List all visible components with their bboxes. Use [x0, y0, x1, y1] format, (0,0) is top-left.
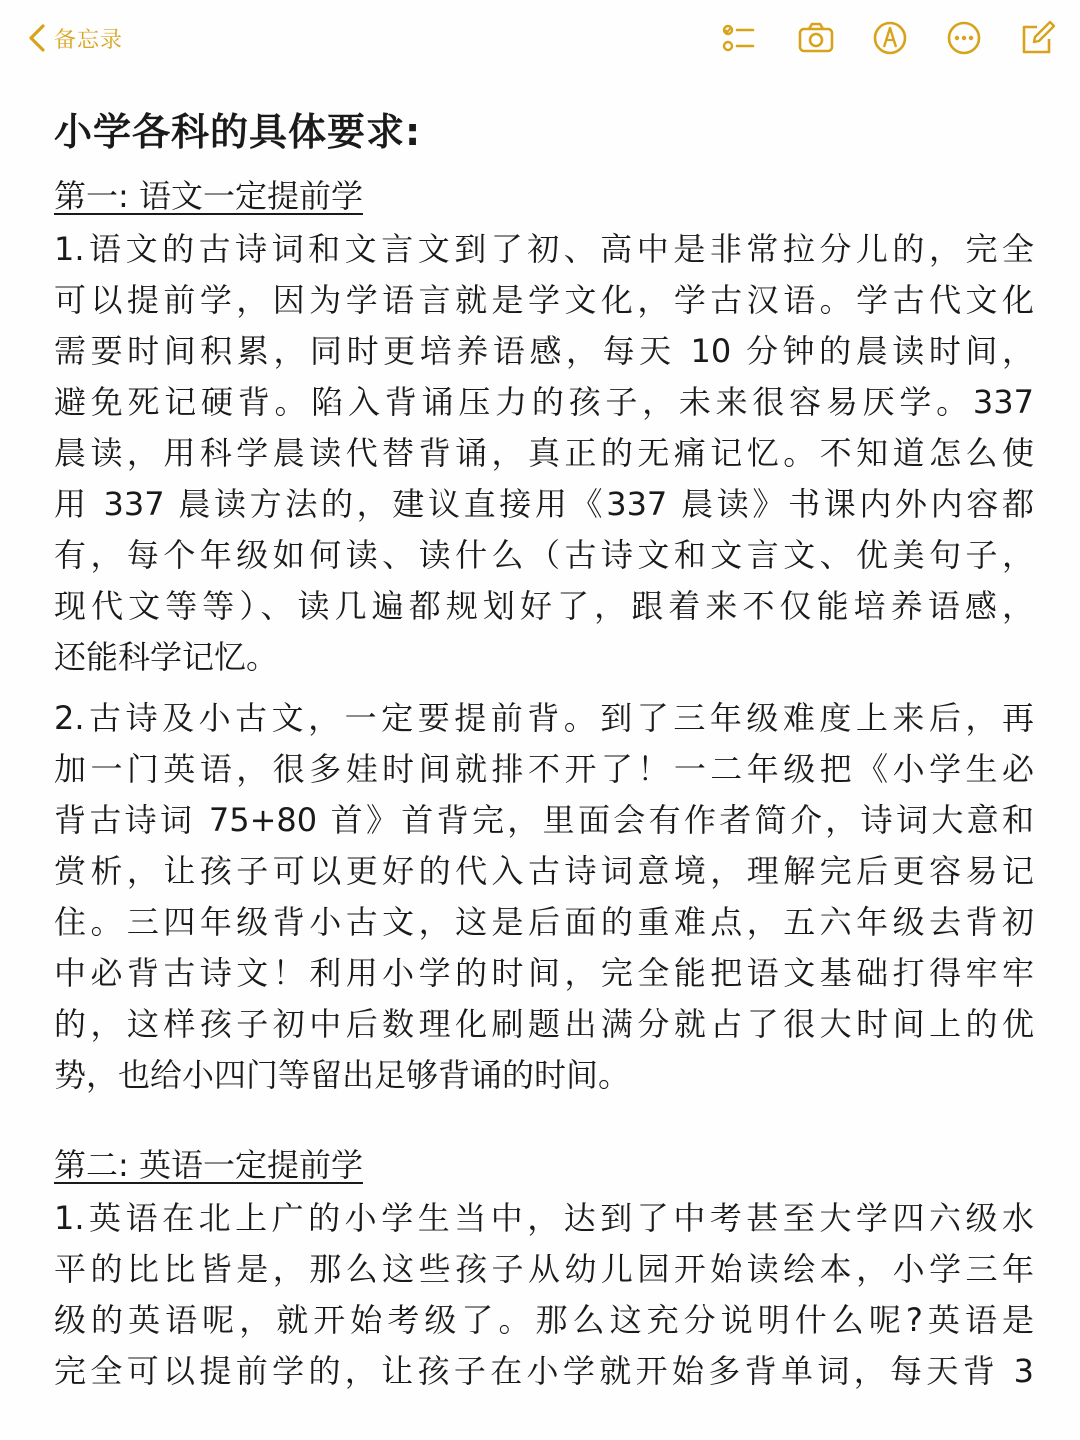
top-toolbar [0, 0, 1080, 78]
more-icon [945, 19, 983, 57]
text-line: 背古诗词 75+80 首》首背完，里面会有作者简介，诗词大意和 [54, 801, 1034, 839]
text-line: 1.语文的古诗词和文言文到了初、高中是非常拉分儿的，完全 [54, 230, 1034, 268]
compose-icon [1019, 19, 1057, 57]
text-line: 1.英语在北上广的小学生当中，达到了中考甚至大学四六级水 [54, 1199, 1034, 1237]
text-line: 晨读，用科学晨读代替背诵，真正的无痛记忆。不知道怎么使 [54, 434, 1034, 472]
text-line: 的，这样孩子初中后数理化刷题出满分就占了很大时间上的优 [54, 1005, 1034, 1043]
text-line: 避免死记硬背。陷入背诵压力的孩子，未来很容易厌学。337 [54, 383, 1034, 421]
note-title: 小学各科的具体要求: [54, 110, 422, 154]
back-button[interactable] [26, 18, 123, 58]
section-heading-chinese: 第一: 语文一定提前学 [54, 177, 363, 215]
paragraph-chinese-1 [54, 224, 1034, 683]
compose-button[interactable] [1016, 18, 1060, 58]
text-line: 现代文等等）、读几遍都规划好了，跟着来不仅能培养语感， [54, 587, 1034, 625]
text-line: 2.古诗及小古文，一定要提前背。到了三年级难度上来后，再 [54, 699, 1034, 737]
text-line: 中必背古诗文！利用小学的时间，完全能把语文基础打得牢牢 [54, 954, 1034, 992]
text-line: 住。三四年级背小古文，这是后面的重难点，五六年级去背初 [54, 903, 1034, 941]
markup-button[interactable] [868, 18, 912, 58]
camera-button[interactable] [794, 18, 838, 58]
more-button[interactable] [942, 18, 986, 58]
checklist-icon [719, 19, 757, 57]
text-line: 需要时间积累，同时更培养语感，每天 10 分钟的晨读时间， [54, 332, 1034, 370]
markup-pen-icon [871, 19, 909, 57]
text-line: 还能科学记忆。 [54, 638, 279, 676]
text-line: 势，也给小四门等留出足够背诵的时间。 [54, 1056, 631, 1094]
paragraph-english-1 [54, 1193, 1034, 1397]
text-line: 平的比比皆是，那么这些孩子从幼儿园开始读绘本，小学三年 [54, 1250, 1034, 1288]
text-line: 用 337 晨读方法的，建议直接用《337 晨读》书课内外内容都 [54, 485, 1034, 523]
text-line: 加一门英语，很多娃时间就排不开了！一二年级把《小学生必 [54, 750, 1034, 788]
checklist-button[interactable] [716, 18, 760, 58]
chevron-left-icon [26, 22, 48, 54]
camera-icon [797, 19, 835, 57]
text-line: 有，每个年级如何读、读什么（古诗文和文言文、优美句子， [54, 536, 1034, 574]
section-heading-english: 第二: 英语一定提前学 [54, 1146, 363, 1184]
text-line: 赏析，让孩子可以更好的代入古诗词意境，理解完后更容易记 [54, 852, 1034, 890]
back-label: 备忘录 [54, 27, 124, 53]
text-line: 可以提前学，因为学语言就是学文化，学古汉语。学古代文化 [54, 281, 1034, 319]
paragraph-chinese-2 [54, 693, 1034, 1101]
note-body[interactable] [54, 104, 1034, 1397]
text-line: 级的英语呢，就开始考级了。那么这充分说明什么呢?英语是 [54, 1301, 1034, 1339]
text-line: 完全可以提前学的，让孩子在小学就开始多背单词，每天背 3 [54, 1352, 1034, 1390]
